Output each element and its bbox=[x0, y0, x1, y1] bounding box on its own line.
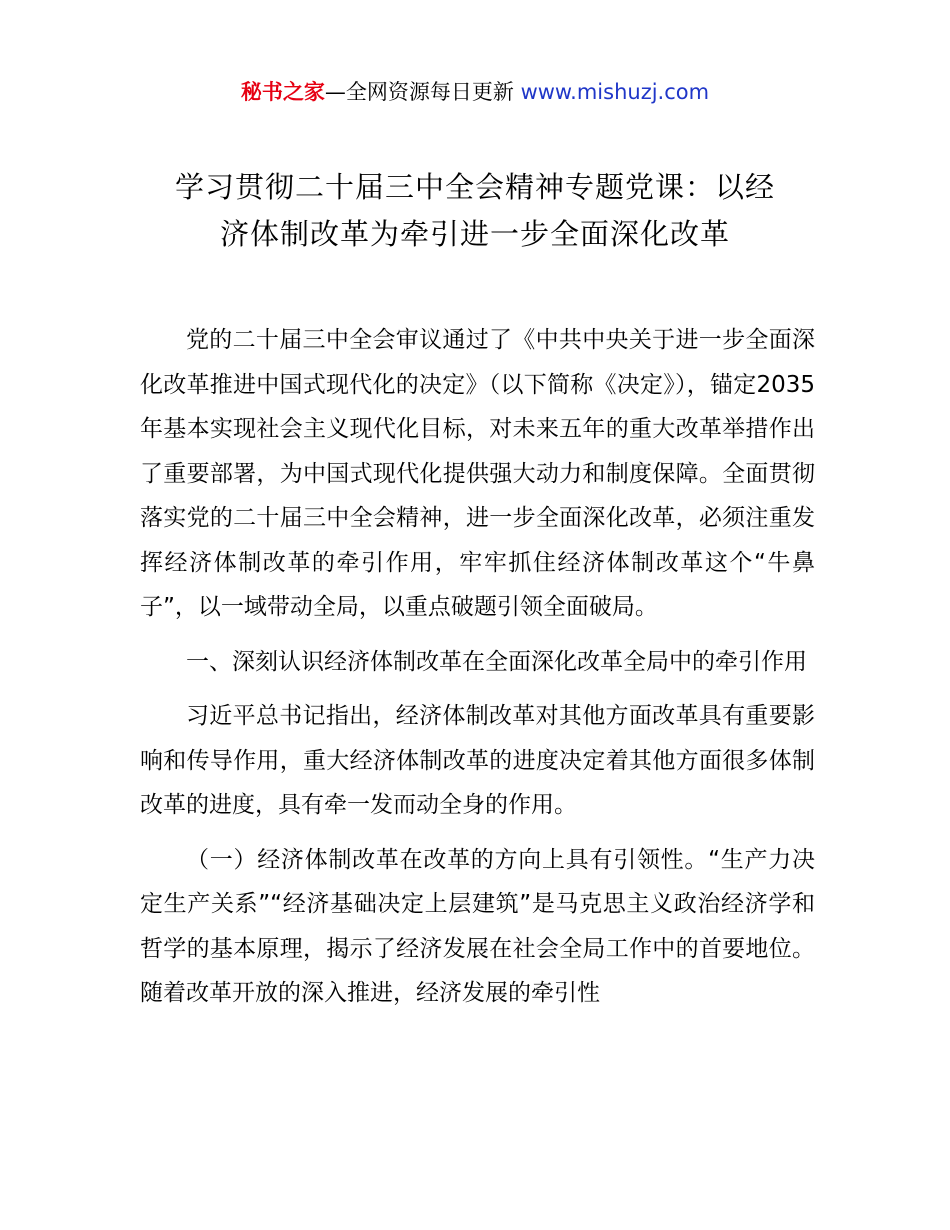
site-header bbox=[0, 74, 950, 110]
document-title-line-2: 济体制改革为牵引进一步全面深化改革 bbox=[219, 217, 730, 251]
paragraph-quote: 习近平总书记指出，经济体制改革对其他方面改革具有重要影响和传导作用，重大经济体制改革的进度决定着其他方面很多体制改革的进度，具有牵一发而动全身的作用。 bbox=[140, 703, 815, 818]
site-tagline: —全网资源每日更新 bbox=[324, 80, 521, 104]
site-url-link[interactable]: www.mishuzj.com bbox=[520, 80, 710, 104]
paragraph-subsection-1: （一）经济体制改革在改革的方向上具有引领性。“生产力决定生产关系”“经济基础决定上层建筑”是马克思主义政治经济学和哲学的基本原理，揭示了经济发展在社会全局工作中的首要地位。随着改革开放的深入推进，经济发展的牵引性 bbox=[140, 846, 815, 1006]
section-heading-1: 一、深刻认识经济体制改革在全面深化改革全局中的牵引作用 bbox=[186, 648, 807, 675]
document-body bbox=[140, 318, 815, 1026]
paragraph-intro: 党的二十届三中全会审议通过了《中共中央关于进一步全面深化改革推进中国式现代化的决定》（以下简称《决定》），锚定2035年基本实现社会主义现代化目标，对未来五年的重大改革举措作出了重要部署，为中国式现代化提供强大动力和制度保障。全面贯彻落实党的二十届三中全会精神，进一步全面深化改革，必须注重发挥经济体制改革的牵引作用，牢牢抓住经济体制改革这个“牛鼻子”，以一域带动全局，以重点破题引领全面破局。 bbox=[140, 327, 815, 620]
document-title-line-1: 学习贯彻二十届三中全会精神专题党课：以经 bbox=[174, 170, 775, 204]
site-brand: 秘书之家 bbox=[240, 80, 325, 104]
document-title bbox=[120, 164, 830, 258]
